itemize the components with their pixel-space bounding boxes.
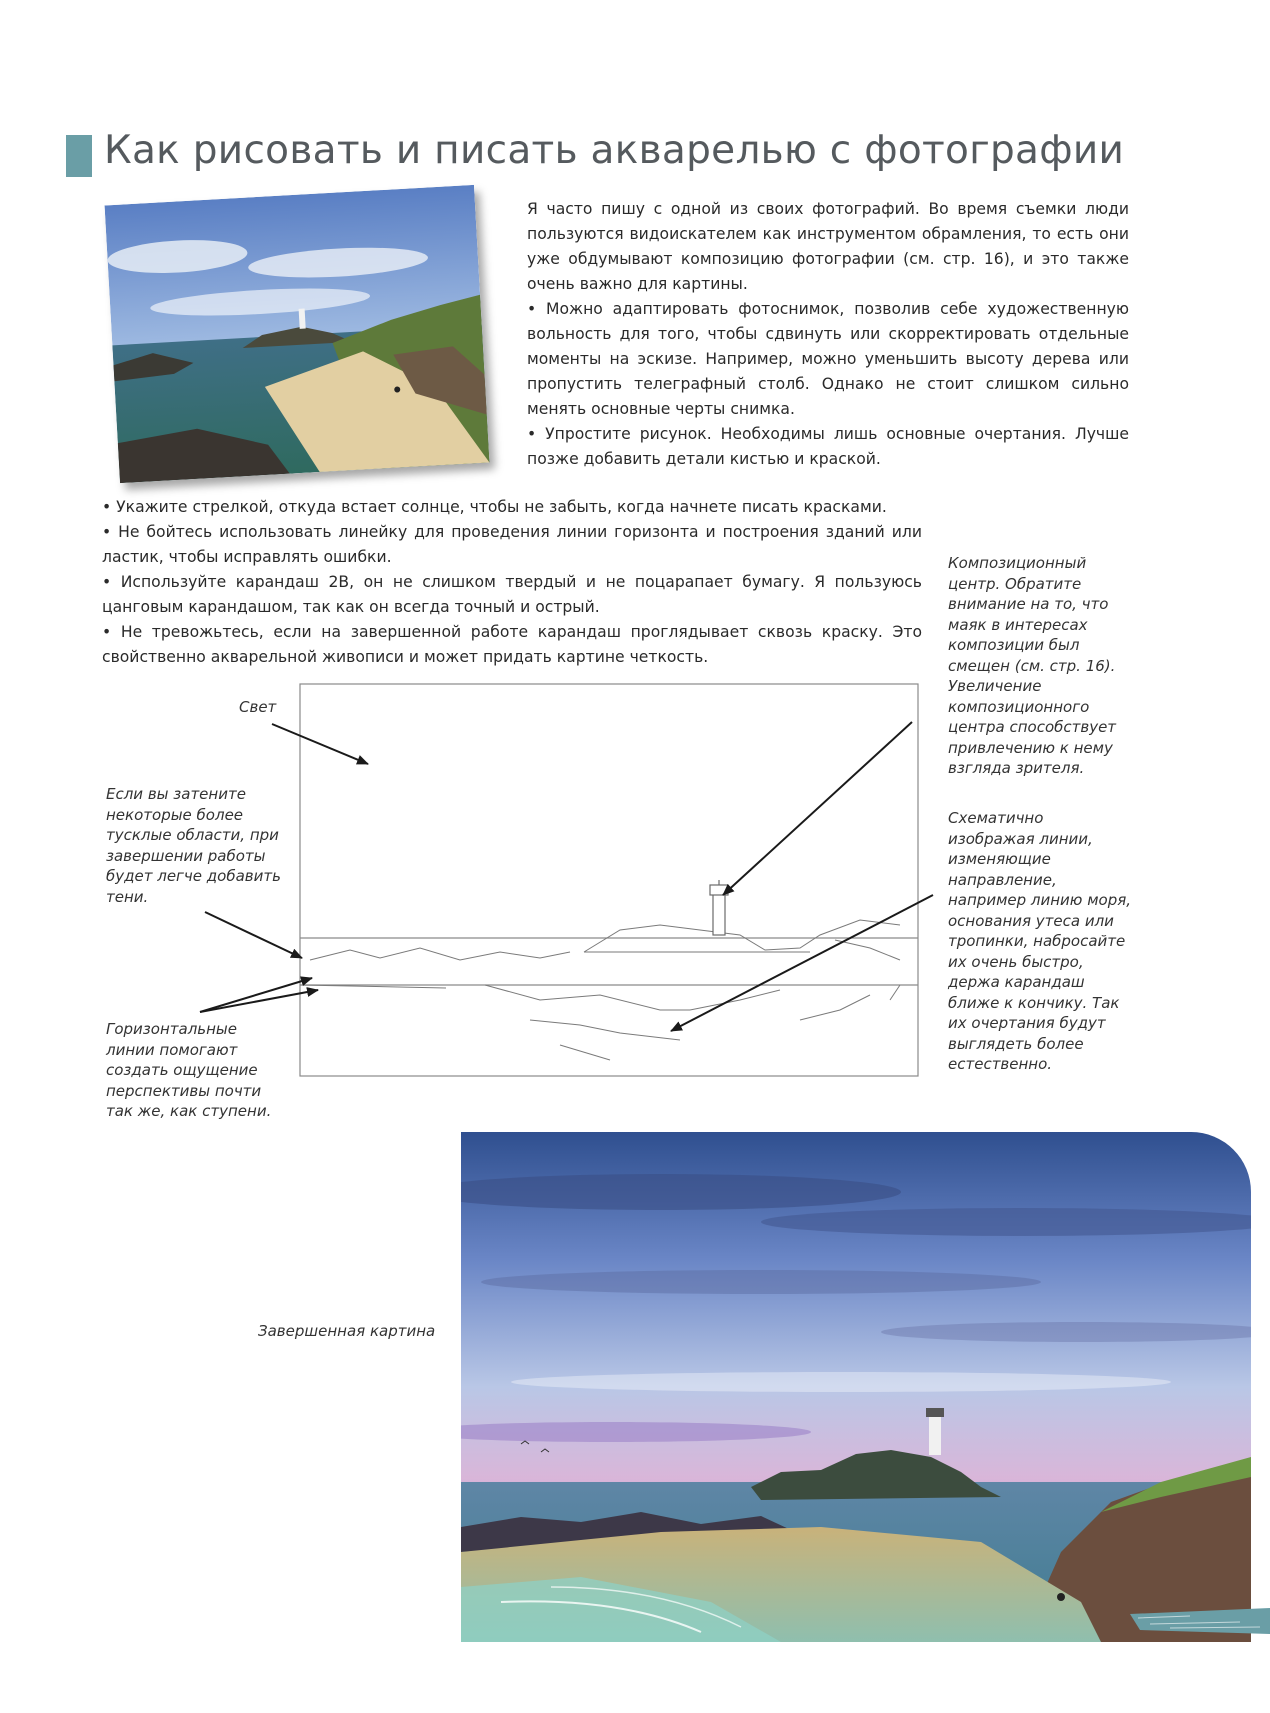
finished-painting [461, 1132, 1251, 1642]
intro-paragraph: Я часто пишу с одной из своих фотографий. Во время съемки люди пользуются видоискателем как инструментом обрамления, то есть они уже обдумывают композицию фотографии (см. стр. 16), и это также очень важно для картины. [527, 200, 1129, 293]
intro-bullet-simplify: • Упростите рисунок. Необходимы лишь основные очертания. Лучше позже добавить детали кистью и краской. [527, 425, 1129, 468]
light-label: Свет [239, 698, 277, 716]
tip-item: • Не бойтесь использовать линейку для проведения линии горизонта и построения зданий или ластик, чтобы исправлять ошибки. [102, 523, 922, 566]
tip-item: • Используйте карандаш 2B, он не слишком твердый и не поцарапает бумагу. Я пользуюсь цанговым карандашом, так как он всегда точный и острый. [102, 573, 922, 616]
shade-note: Если вы затените некоторые более тусклые области, при завершении работы будет легче добавить тени. [106, 785, 281, 906]
tip-item: • Укажите стрелкой, откуда встает солнце, чтобы не забыть, когда начнете писать красками. [102, 498, 887, 516]
schematic-lines-note: Схематично изображая линии, изменяющие направление, например линию моря, основания утеса или тропинки, набросайте их очень быстро, держа карандаш ближе к кончику. Так их очертания будут выглядеть более естественно. [948, 809, 1132, 1073]
sketch-frame [300, 684, 918, 1076]
sketch-lighthouse [710, 880, 728, 935]
finished-painting-caption: Завершенная картина [258, 1322, 436, 1340]
sketch-lines [300, 920, 900, 1060]
composition-note: Композиционный центр. Обратите внимание на то, что маяк в интересах композиции был смещен (см. стр. 16). Увеличение композиционного центра способствует привлечению к нему взгляда зрителя. [948, 554, 1117, 777]
decorative-brush-strip [1130, 1608, 1270, 1634]
tip-item: • Не тревожьтесь, если на завершенной работе карандаш проглядывает сквозь краску. Это свойственно акварельной живописи и может придать картине четкость. [102, 623, 922, 666]
intro-bullet-adapt: • Можно адаптировать фотоснимок, позволив себе художественную вольность для того, чтобы сдвинуть или скорректировать отдельные моменты на эскизе. Например, можно уменьшить высоту дерева или пропустить телеграфный столб. Однако не стоит слишком сильно менять основные черты снимка. [527, 300, 1129, 418]
page-title: Как рисовать и писать акварелью с фотографии [104, 128, 1125, 173]
horizontal-lines-note: Горизонтальные линии помогают создать ощущение перспективы почти так же, как ступени. [106, 1020, 272, 1120]
